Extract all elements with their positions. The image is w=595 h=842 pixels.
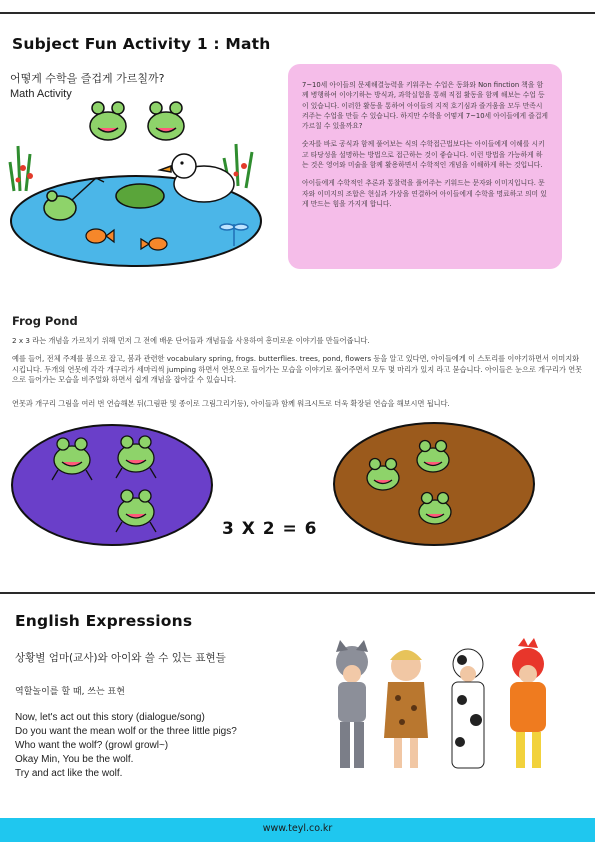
rooster-costume-child: [510, 638, 546, 768]
expression-list: [15, 711, 237, 781]
frog-icon: [90, 102, 126, 140]
info-paragraph-1: 7~10세 아이들의 문제해결능력을 키워주는 수업은 동화와 Non finction 책을 함께 병행하여 이야기하는 방식과, 과학실험을 통해 직접 활동을 함께 해보는 수업 등이 있습니다. 이러한 활동을 통하여 아이들의 지적 호기심과 즐거움을 모두 만족시켜주는 수업을 만들 수 있습니다. 하지만 수학을 어떻게 7~10세 아이들에게 즐겁게 가르칠 수 있을까요?: [302, 81, 548, 131]
role-play-label: 역할놀이를 할 때, 쓰는 표현: [15, 687, 125, 697]
footer-url[interactable]: www.teyl.co.kr: [262, 823, 333, 834]
caveman-costume-child: [384, 650, 428, 768]
expression-line: Now, let's act out this story (dialogue/song): [15, 712, 205, 723]
frog-pond-illustration: [8, 96, 270, 268]
expression-line: Do you want the mean wolf or the three little pigs?: [15, 726, 237, 737]
brown-pond-illustration: [331, 420, 537, 548]
info-paragraph-3: 아이들에게 수학적인 추론과 통찰력을 풀어주는 키워드는 문자와 이미지입니다. 문자와 이미지의 조합은 현실과 가상을 연결하여 아이들에게 수학을 명료하고 의미 있게 만드는 힘을 가지게 합니다.: [302, 179, 547, 208]
math-equation: 3 X 2 = 6: [222, 519, 318, 539]
cow-costume-child: [452, 649, 484, 768]
english-subtitle: 상황별 엄마(교사)와 아이와 쓸 수 있는 표현들: [15, 652, 226, 664]
top-rule: [0, 12, 595, 14]
expression-line: Who want the wolf? (growl growl~): [15, 740, 169, 751]
section-rule: [0, 592, 595, 594]
frog-pond-paragraph-2: 예를 들어, 전체 주제를 봄으로 잡고, 봄과 관련한 vocabulary spring, frogs. butterflies. trees, pond, flowers 등을 알고 있다면, 아이들에게 이 스토리를 이야기하면서 이미지화 시킵니다. 두개의 연못에 각각 개구리가 세마리씩 jumping 하면서 연못으로 들어가는 모습을 이야기로 풀어주면서 모두 몇 마리가 있지 라고 묻습니다. 아이들은 눈으로 개구리가 연못으로 들어가는 모습을 비주얼화 하면서 쉽게 개념을 잡아갈 수 있습니다.: [12, 354, 583, 384]
frog-pond-paragraph-1: 2 x 3 라는 개념을 가르치기 위해 먼저 그 전에 배운 단어들과 개념들을 사용하여 흥미로운 이야기를 만들어줍니다.: [12, 336, 370, 345]
activity-subtitle: Math Activity: [10, 88, 72, 100]
frog-pond-title: Frog Pond: [12, 314, 78, 328]
frog-pond-paragraph-3: 연못과 개구리 그림을 여러 번 연습해본 뒤(그림판 및 종이로 그림그리기등), 아이들과 함께 워크시트로 더욱 확장된 연습을 해보시면 됩니다.: [12, 399, 450, 408]
expression-line: Okay Min, You be the wolf.: [15, 754, 134, 765]
expression-line: Try and act like the wolf.: [15, 768, 123, 779]
section-title: Subject Fun Activity 1 : Math: [12, 35, 271, 53]
info-box: [288, 64, 562, 269]
info-paragraph-2: 숫자를 바로 공식과 함께 풀어보는 식의 수학접근법보다는 아이들에게 이해를 시키고 타당성을 설명하는 방법으로 접근하는 것이 좋습니다. 이런 방법을 가능하게 하는 것은 영어와 미술을 함께 활용하면서 수학적인 개념을 이해하게 하는 것입니다.: [302, 140, 545, 170]
footer-bar: [0, 818, 595, 842]
english-title: English Expressions: [15, 612, 193, 630]
children-costume-photo: [322, 638, 562, 778]
wolf-costume-child: [336, 640, 368, 768]
question-heading: 어떻게 수학을 즐겁게 가르칠까?: [10, 72, 165, 85]
frog-icon: [148, 102, 184, 140]
purple-pond-illustration: [8, 422, 216, 548]
